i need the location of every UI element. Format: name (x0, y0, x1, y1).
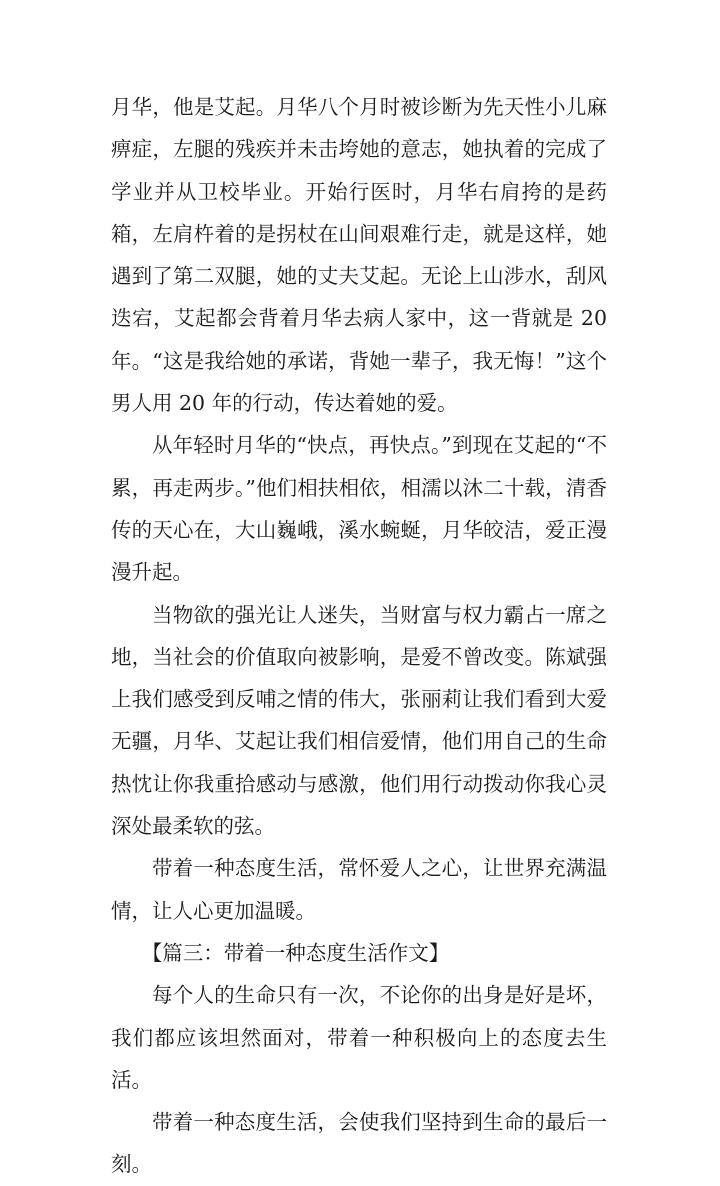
paragraph: 从年轻时月华的“快点，再快点。”到现在艾起的“不累，再走两步。”他们相扶相依，相濡以沐二十载，清香传的天心在，大山巍峨，溪水蜿蜒，月华皎洁，爱正漫漫升起。 (111, 433, 607, 585)
section-heading: 【篇三：带着一种态度生活作文】 (141, 940, 450, 965)
paragraph-continuation: 月华，他是艾起。月华八个月时被诊断为先天性小儿麻痹症，左腿的残疾并未击垮她的意志，她执着的完成了学业并从卫校毕业。开始行医时，月华右肩挎的是药箱，左肩杵着的是拐杖在山间艰难行走，就是这样，她遇到了第二双腿，她的丈夫艾起。无论上山涉水，刮风迭宕，艾起都会背着月华去病人家中，这一背就是 20 年。“这是我给她的承诺，背她一辈子，我无悔！”这个男人用 20 年的行动，传达着她的爱。 (111, 95, 607, 416)
paragraph: 带着一种态度生活，常怀爱人之心，让世界充满温情，让人心更加温暖。 (111, 856, 607, 923)
paragraph: 带着一种态度生活，会使我们坚持到生命的最后一刻。 (111, 1110, 607, 1177)
body-text (111, 86, 607, 1186)
paragraph: 每个人的生命只有一次，不论你的出身是好是坏，我们都应该坦然面对，带着一种积极向上的态度去生活。 (111, 983, 607, 1092)
paragraph: 当物欲的强光让人迷失，当财富与权力霸占一席之地，当社会的价值取向被影响，是爱不曾改变。陈斌强上我们感受到反哺之情的伟大，张丽莉让我们看到大爱无疆，月华、艾起让我们相信爱情，他们用自己的生命热忱让你我重拾感动与感激，他们用行动拨动你我心灵深处最柔软的弦。 (111, 602, 607, 839)
